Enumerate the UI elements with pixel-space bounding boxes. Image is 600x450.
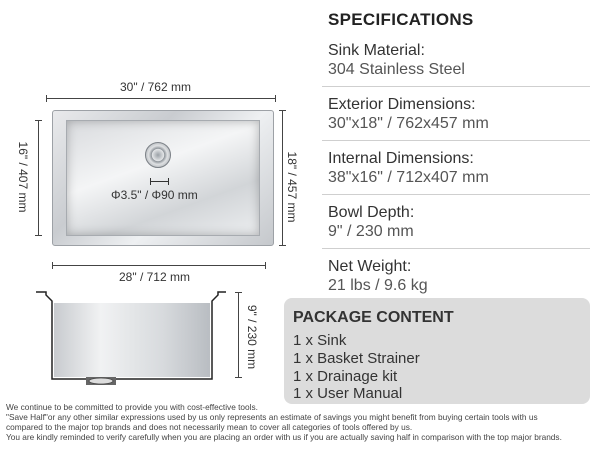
left-dimension-tick-top — [35, 120, 42, 121]
sink-side-profile — [36, 291, 226, 391]
spec-value: 21 lbs / 9.6 kg — [328, 277, 428, 294]
disclaimer-line: "Save Half"or any other similar expressions used by us only represents an estimate of savings you might benefit from buying certain tools with us — [6, 412, 538, 422]
top-dimension-line — [46, 98, 276, 99]
spec-item-material — [328, 41, 590, 79]
spec-label: Net Weight: — [328, 258, 412, 275]
spec-value: 38"x16" / 712x407 mm — [328, 169, 489, 186]
bottom-width-label: 28" / 712 mm — [119, 270, 190, 284]
drain-strainer-icon — [145, 142, 171, 168]
package-item: 1 x Drainage kit — [293, 368, 398, 385]
bottom-dimension-line — [52, 265, 266, 266]
top-dimension-tick-right — [275, 95, 276, 102]
right-dimension-tick-bottom — [279, 245, 286, 246]
package-item: 1 x User Manual — [293, 385, 403, 402]
spec-item-depth — [328, 203, 590, 241]
spec-item-exterior — [328, 95, 590, 133]
drain-dimension-line — [150, 181, 168, 182]
divider — [322, 248, 590, 249]
drain-dimension-tick-left — [150, 178, 151, 185]
disclaimer-line: You are kindly reminded to verify carefully when you are placing an order with us if you are actually saving half in comparison with the top major brands. — [6, 432, 562, 442]
divider — [322, 86, 590, 87]
specifications-title: SPECIFICATIONS — [328, 10, 474, 29]
spec-label: Internal Dimensions: — [328, 150, 474, 167]
depth-dimension-tick-bottom — [235, 377, 242, 378]
spec-label: Exterior Dimensions: — [328, 96, 476, 113]
spec-label: Bowl Depth: — [328, 204, 415, 221]
depth-dimension-tick-top — [235, 292, 242, 293]
right-dimension-line — [282, 110, 283, 246]
disclaimer-line: We continue to be committed to provide you with cost-effective tools. — [6, 402, 258, 412]
spec-value: 304 Stainless Steel — [328, 61, 465, 78]
left-dimension-line — [38, 120, 39, 236]
top-dimension-tick-left — [46, 95, 47, 102]
drain-dimension-tick-right — [168, 178, 169, 185]
bowl-depth-label: 9" / 230 mm — [245, 304, 259, 370]
right-dimension-tick-top — [279, 110, 286, 111]
spec-item-weight — [328, 257, 590, 295]
sink-bowl — [66, 120, 260, 236]
depth-dimension-line — [238, 292, 239, 378]
bottom-dimension-tick-right — [265, 262, 266, 269]
top-width-label: 30" / 762 mm — [120, 80, 191, 94]
bottom-dimension-tick-left — [52, 262, 53, 269]
divider — [322, 140, 590, 141]
spec-value: 30"x18" / 762x457 mm — [328, 115, 489, 132]
package-item: 1 x Basket Strainer — [293, 350, 420, 367]
spec-label: Sink Material: — [328, 42, 425, 59]
spec-item-internal — [328, 149, 590, 187]
left-height-label: 16" / 407 mm — [16, 141, 30, 213]
package-content-title: PACKAGE CONTENT — [293, 309, 454, 326]
drain-diameter-label: Φ3.5" / Φ90 mm — [111, 188, 198, 202]
spec-value: 9" / 230 mm — [328, 223, 414, 240]
package-item: 1 x Sink — [293, 332, 347, 349]
divider — [322, 194, 590, 195]
right-height-label: 18" / 457 mm — [285, 151, 299, 223]
left-dimension-tick-bottom — [35, 235, 42, 236]
disclaimer-line: compared to the major top brands and does not necessarily mean to cover all categories of tools offered by us. — [6, 422, 413, 432]
